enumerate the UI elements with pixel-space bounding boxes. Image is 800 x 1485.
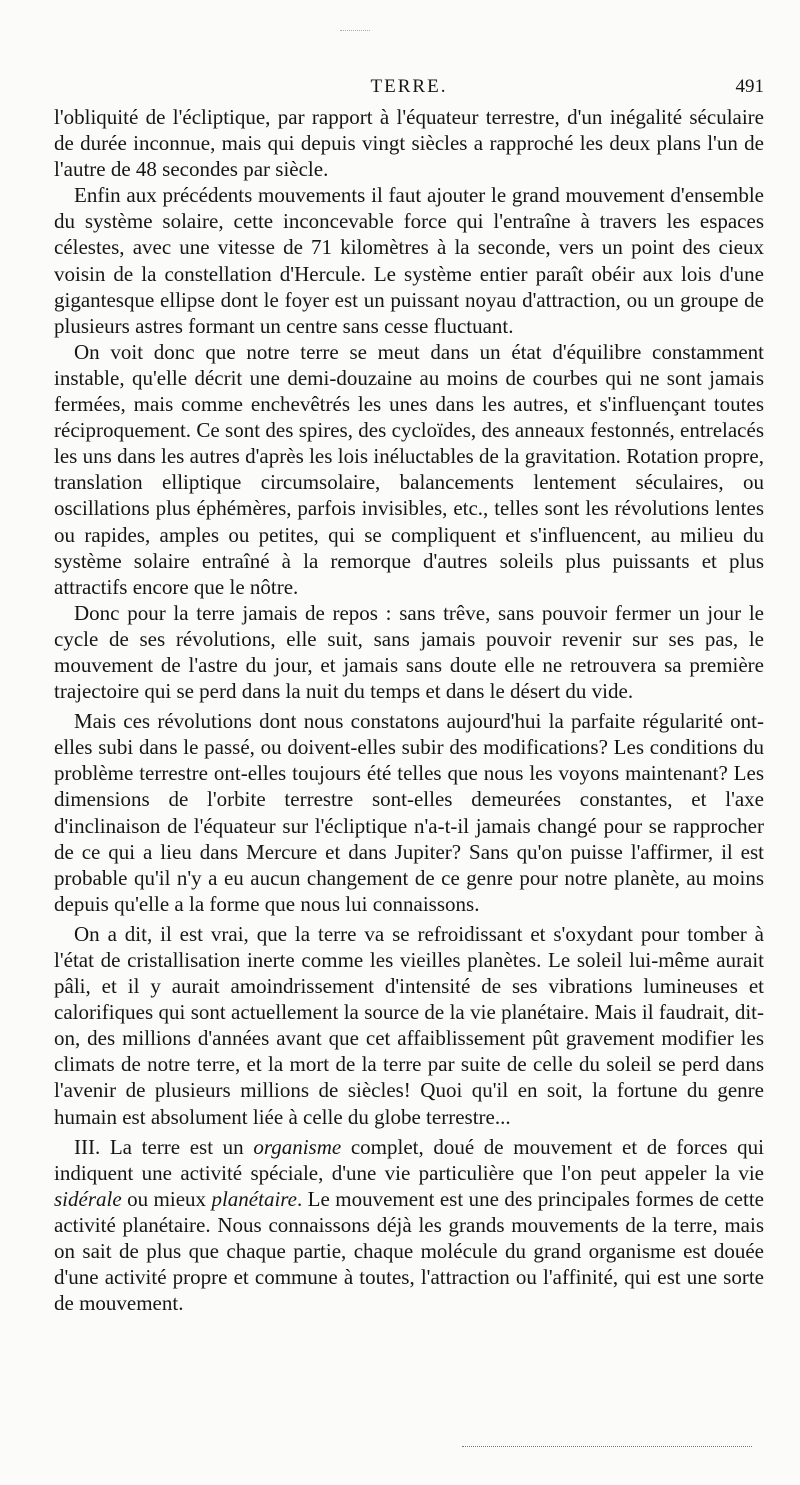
term-planetaire: planétaire bbox=[211, 1186, 297, 1211]
footer-dotted-rule bbox=[462, 1446, 752, 1447]
paragraph-section-three bbox=[54, 1134, 764, 1317]
body-text bbox=[54, 104, 764, 1316]
paragraph-revolutions-questions: Mais ces révolutions dont nous constatons aujourd'hui la parfaite régularité ont-elles subi dans le passé, ou doivent-elles subir des modifications? Les conditions du problème terrestre ont-elles toujours été telles que nous les voyons maintenant? Les dimensions de l'orbite terrestre sont-elles demeurées constantes, et l'axe d'inclinaison de l'équateur sur l'écliptique n'a-t-il jamais changé pour se rapprocher de ce qui a lieu dans Mercure et dans Jupiter? Sans qu'on puisse l'affirmer, il est probable qu'il n'y a eu aucun changement de ce genre pour notre planète, au moins depuis qu'elle a la forme que nous lui connaissons. bbox=[54, 709, 764, 916]
paragraph-cooling-earth: On a dit, il est vrai, que la terre va se refroidissant et s'oxydant pour tomber à l'état de cristallisation inerte comme les vieilles planètes. Le soleil lui-même aurait pâli, et il y aurait amoindrissement d'intensité de ses vibrations lumineuses et calorifiques qui sont actuellement la source de la vie planétaire. Mais il faudrait, dit-on, des millions d'années avant que cet affaiblissement pût gravement modifier les climats de notre terre, et la mort de la terre par suite de celle du soleil se perd dans l'avenir de plusieurs millions de siècles! Quoi qu'il en soit, la fortune du genre humain est absolument liée à celle du globe terrestre... bbox=[54, 921, 764, 1129]
term-siderale: sidérale bbox=[54, 1186, 122, 1211]
section-three-text-2: complet, doué de mouvement et de forces qui indiquent une activité spéciale, d'une vie particulière que l'on peut appeler la vie bbox=[54, 1134, 765, 1185]
term-organisme: organisme bbox=[253, 1134, 342, 1159]
section-three-text-3: ou mieux bbox=[121, 1186, 212, 1211]
book-page bbox=[54, 72, 764, 1316]
running-title: TERRE. bbox=[370, 76, 448, 97]
paragraph-obliquity-continued: l'obliquité de l'écliptique, par rapport à l'équateur terrestre, d'un inégalité séculaire de durée inconnue, mais qui depuis vingt siècles a rapproché les deux plans l'un de l'autre de 48 secondes par siècle. bbox=[54, 105, 764, 182]
paragraph-unstable-equilibrium: On voit donc que notre terre se meut dans un état d'équilibre constamment instable, qu'elle décrit une demi-douzaine au moins de courbes qui ne sont jamais fermées, mais comme enchevêtrés les unes dans les autres, et s'influençant toutes réciproquement. Ce sont des spires, des cycloïdes, des anneaux festonnés, entrelacés les uns dans les autres d'après les lois inéluctables de la gravitation. Rotation propre, translation elliptique circumsolaire, balancements lentement séculaires, ou oscillations plus éphémères, parfois invisibles, etc., telles sont les révolutions lentes ou rapides, amples ou petites, qui se compliquent et s'influencent, au milieu du système solaire entraîné à la remorque d'autres soleils plus puissants et plus attractifs encore que le nôtre. bbox=[54, 339, 764, 599]
section-three-text-1: III. La terre est un bbox=[74, 1134, 254, 1159]
top-margin-specks bbox=[340, 30, 370, 31]
page-number: 491 bbox=[735, 76, 764, 97]
section-three-text-4: . Le mouvement est une des principales formes de cette activité planétaire. Nous connaissons déjà les grands mouvements de la terre, mais on sait de plus que chaque partie, chaque molécule du grand organisme est douée d'une activité propre et commune à toutes, l'attraction ou l'affinité, qui est une sorte de mouvement. bbox=[54, 1186, 764, 1316]
paragraph-no-rest: Donc pour la terre jamais de repos : sans trêve, sans pouvoir fermer un jour le cycle de ses révolutions, elle suit, sans jamais pouvoir revenir sur ses pas, le mouvement de l'astre du jour, et jamais sans doute elle ne retrouvera sa première trajectoire qui se perd dans la nuit du temps et dans le désert du vide. bbox=[54, 600, 764, 704]
paragraph-solar-system-motion: Enfin aux précédents mouvements il faut ajouter le grand mouvement d'ensemble du système solaire, cette inconcevable force qui l'entraîne à travers les espaces célestes, avec une vitesse de 71 kilomètres à la seconde, vers un point des cieux voisin de la constellation d'Hercule. Le système entier paraît obéir aux lois d'une gigantesque ellipse dont le foyer est un puissant noyau d'attraction, ou un groupe de plusieurs astres formant un centre sans cesse fluctuant. bbox=[54, 183, 764, 338]
running-head bbox=[54, 72, 764, 104]
